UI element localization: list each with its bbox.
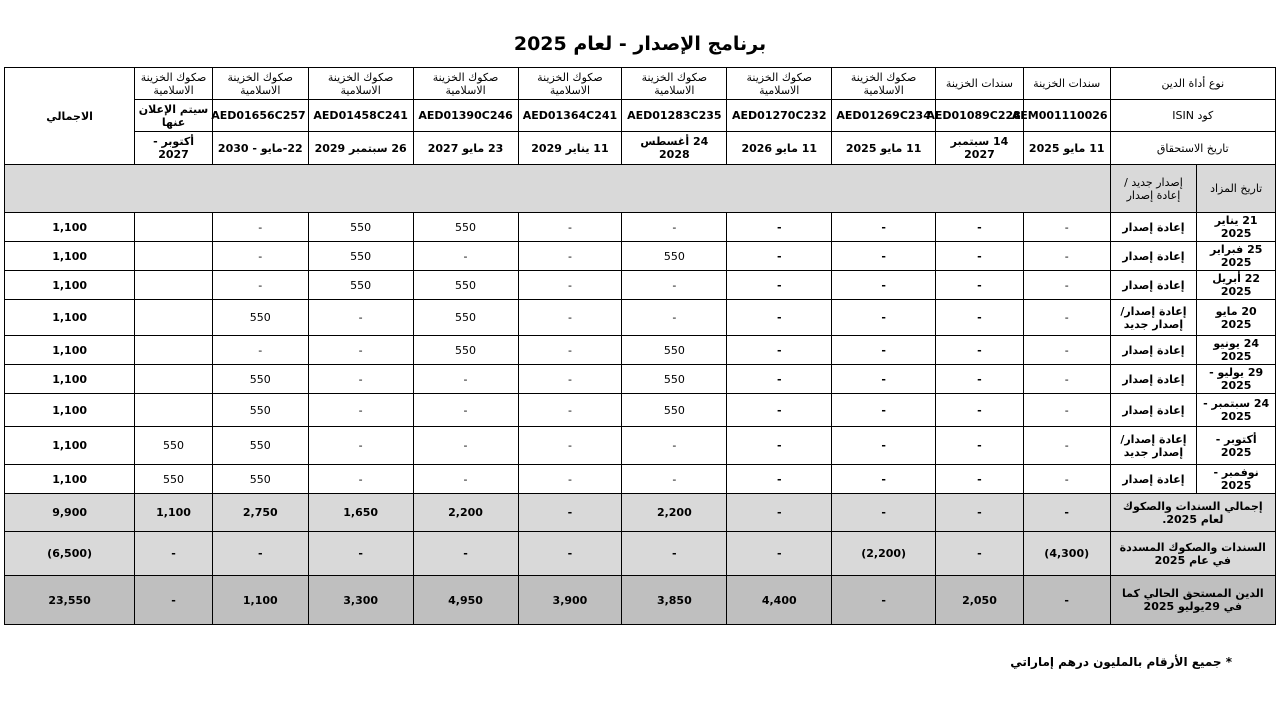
value-cell: - [212,336,308,365]
value-cell: - [622,427,727,465]
value-cell: 550 [413,271,518,300]
table-row [5,365,1276,394]
auction-date-cell: أكتوبر - 2025 [1197,427,1276,465]
summary-cell: - [135,532,213,576]
value-cell: - [832,365,936,394]
value-cell: - [727,394,832,427]
instrument-type-cell: صكوك الخزينة الاسلامية [308,68,413,100]
maturity-cell: 11 مايو 2025 [832,132,936,165]
value-cell: - [212,213,308,242]
value-cell: - [727,213,832,242]
summary-cell: (2,200) [832,532,936,576]
maturity-cell: 22-مايو - 2030 [212,132,308,165]
value-cell: - [1023,242,1110,271]
auction-date-cell: 25 فبراير 2025 [1197,242,1276,271]
summary-cell: - [518,494,622,532]
issue-type-cell: إعادة إصدار [1110,465,1197,494]
summary-cell: - [727,494,832,532]
value-cell: - [212,271,308,300]
instrument-type-row [5,68,1276,100]
issue-type-header: إصدار جديد / إعادة إصدار [1110,165,1197,213]
summary-cell: 2,200 [413,494,518,532]
value-cell: - [727,300,832,336]
instrument-type-cell: سندات الخزينة [936,68,1024,100]
table-row [5,242,1276,271]
auction-date-cell: 21 يناير 2025 [1197,213,1276,242]
value-cell: - [936,394,1024,427]
value-cell: - [936,242,1024,271]
isin-label: كود ISIN [1110,100,1275,132]
auction-header-fill [5,165,1111,213]
isin-cell: AED01458C241 [308,100,413,132]
summary-cell: 1,650 [308,494,413,532]
table-row [5,213,1276,242]
value-cell: - [518,427,622,465]
value-cell: 550 [308,213,413,242]
summary-cell: - [622,532,727,576]
value-cell: - [308,394,413,427]
value-cell: - [622,213,727,242]
value-cell: - [518,394,622,427]
summary-cell: (4,300) [1023,532,1110,576]
value-cell: - [518,242,622,271]
summary-label: السندات والصكوك المسددة في عام 2025 [1110,532,1275,576]
instrument-type-label: نوع أداة الدين [1110,68,1275,100]
value-cell: - [622,300,727,336]
maturity-row [5,132,1276,165]
summary-label: إجمالي السندات والصكوك لعام 2025. [1110,494,1275,532]
maturity-label: تاريخ الاستحقاق [1110,132,1275,165]
row-total-cell: 1,100 [5,427,135,465]
value-cell: - [936,300,1024,336]
value-cell: - [1023,336,1110,365]
value-cell: - [308,465,413,494]
value-cell: - [212,242,308,271]
value-cell: - [518,213,622,242]
isin-cell: AED01364C241 [518,100,622,132]
value-cell: - [727,427,832,465]
maturity-cell: 24 أغسطس 2028 [622,132,727,165]
value-cell: - [413,465,518,494]
value-cell: - [1023,427,1110,465]
auction-date-cell: نوفمبر - 2025 [1197,465,1276,494]
summary-cell: 1,100 [135,494,213,532]
value-cell: 550 [135,427,213,465]
value-cell: - [936,365,1024,394]
value-cell: 550 [413,300,518,336]
value-cell: - [413,394,518,427]
auction-date-cell: 20 مايو 2025 [1197,300,1276,336]
value-cell: - [1023,365,1110,394]
value-cell: 550 [413,213,518,242]
summary-cell: 4,950 [413,576,518,625]
value-cell: 550 [135,465,213,494]
maturity-cell: أكتوبر - 2027 [135,132,213,165]
value-cell: - [936,213,1024,242]
table-row [5,336,1276,365]
isin-cell: AEM001110026 [1023,100,1110,132]
value-cell: - [727,365,832,394]
summary-cell: - [936,494,1024,532]
maturity-cell: 11 مايو 2025 [1023,132,1110,165]
value-cell [135,300,213,336]
value-cell: - [936,271,1024,300]
value-cell: - [413,242,518,271]
issue-type-cell: إعادة إصدار [1110,336,1197,365]
maturity-cell: 26 سبتمبر 2029 [308,132,413,165]
value-cell: - [413,427,518,465]
summary-cell: - [308,532,413,576]
summary-cell: 3,300 [308,576,413,625]
value-cell: - [832,394,936,427]
value-cell: - [1023,271,1110,300]
summary-cell: 2,200 [622,494,727,532]
instrument-type-cell: صكوك الخزينة الاسلامية [832,68,936,100]
isin-cell: AED01089C228 [936,100,1024,132]
summary-total-row [5,494,1276,532]
summary-cell: 1,100 [212,576,308,625]
table-row [5,427,1276,465]
summary-cell: - [518,532,622,576]
issue-type-cell: إعادة إصدار/ إصدار جديد [1110,300,1197,336]
maturity-cell: 11 مايو 2026 [727,132,832,165]
value-cell: - [936,427,1024,465]
row-total-cell: 1,100 [5,336,135,365]
instrument-type-cell: صكوك الخزينة الاسلامية [413,68,518,100]
value-cell: - [832,271,936,300]
value-cell: - [727,271,832,300]
summary-cell: - [727,532,832,576]
value-cell: 550 [622,394,727,427]
value-cell: - [832,213,936,242]
value-cell: - [622,465,727,494]
value-cell: - [308,365,413,394]
maturity-cell: 14 سبتمبر 2027 [936,132,1024,165]
value-cell: 550 [413,336,518,365]
value-cell: 550 [212,365,308,394]
value-cell: 550 [212,300,308,336]
value-cell [135,213,213,242]
value-cell: 550 [308,271,413,300]
issue-type-cell: إعادة إصدار [1110,242,1197,271]
summary-cell: - [135,576,213,625]
value-cell: 550 [212,427,308,465]
value-cell: - [727,242,832,271]
value-cell: - [622,271,727,300]
value-cell: 550 [622,242,727,271]
row-total-cell: 1,100 [5,242,135,271]
summary-total-cell: 9,900 [5,494,135,532]
value-cell: 550 [622,336,727,365]
value-cell: - [832,300,936,336]
value-cell: - [308,336,413,365]
value-cell [135,242,213,271]
summary-total-cell: (6,500) [5,532,135,576]
value-cell: - [308,427,413,465]
instrument-type-cell: صكوك الخزينة الاسلامية [622,68,727,100]
table-row [5,465,1276,494]
isin-cell: AED01283C235 [622,100,727,132]
value-cell: - [518,336,622,365]
summary-cell: - [1023,494,1110,532]
value-cell: - [832,336,936,365]
value-cell [135,336,213,365]
summary-cell: - [832,576,936,625]
isin-cell: AED01656C257 [212,100,308,132]
maturity-cell: 11 يناير 2029 [518,132,622,165]
page-title: برنامج الإصدار - لعام 2025 [513,33,767,55]
value-cell: 550 [622,365,727,394]
instrument-type-cell: صكوك الخزينة الاسلامية [727,68,832,100]
summary-cell: - [413,532,518,576]
isin-cell: AED01270C232 [727,100,832,132]
table-row [5,300,1276,336]
auction-date-header: تاريخ المزاد [1197,165,1276,213]
table-row [5,271,1276,300]
instrument-type-cell: سندات الخزينة [1023,68,1110,100]
instrument-type-cell: صكوك الخزينة الاسلامية [135,68,213,100]
instrument-type-cell: صكوك الخزينة الاسلامية [518,68,622,100]
footnote: * جميع الأرقام بالمليون درهم إماراتي [1010,655,1232,669]
summary-label: الدين المستحق الحالي كما في 29يوليو 2025 [1110,576,1275,625]
value-cell: - [518,271,622,300]
value-cell: - [1023,465,1110,494]
value-cell: - [936,465,1024,494]
value-cell: - [832,242,936,271]
value-cell: 550 [212,465,308,494]
summary-repaid-row [5,532,1276,576]
table-row [5,394,1276,427]
value-cell [135,271,213,300]
value-cell: - [1023,213,1110,242]
total-column-header: الاجمالي [5,68,135,165]
issuance-schedule-table [4,67,1276,625]
value-cell: - [308,300,413,336]
row-total-cell: 1,100 [5,365,135,394]
value-cell: 550 [212,394,308,427]
summary-cell: 3,900 [518,576,622,625]
summary-cell: 2,750 [212,494,308,532]
summary-outstanding-row [5,576,1276,625]
value-cell: - [1023,394,1110,427]
summary-cell: 4,400 [727,576,832,625]
summary-cell: - [1023,576,1110,625]
isin-cell: AED01390C246 [413,100,518,132]
summary-cell: 3,850 [622,576,727,625]
row-total-cell: 1,100 [5,394,135,427]
row-total-cell: 1,100 [5,213,135,242]
maturity-cell: 23 مايو 2027 [413,132,518,165]
auction-date-cell: 24 سبتمبر - 2025 [1197,394,1276,427]
value-cell: - [936,336,1024,365]
value-cell: - [518,465,622,494]
auction-date-cell: 24 يونيو 2025 [1197,336,1276,365]
isin-row [5,100,1276,132]
summary-cell: - [212,532,308,576]
instrument-type-cell: صكوك الخزينة الاسلامية [212,68,308,100]
summary-total-cell: 23,550 [5,576,135,625]
row-total-cell: 1,100 [5,465,135,494]
summary-cell: 2,050 [936,576,1024,625]
value-cell: - [832,465,936,494]
value-cell [135,365,213,394]
value-cell: - [518,365,622,394]
value-cell: - [832,427,936,465]
row-total-cell: 1,100 [5,300,135,336]
row-total-cell: 1,100 [5,271,135,300]
issue-type-cell: إعادة إصدار/ إصدار جديد [1110,427,1197,465]
issue-type-cell: إعادة إصدار [1110,394,1197,427]
value-cell [135,394,213,427]
issue-type-cell: إعادة إصدار [1110,365,1197,394]
summary-cell: - [832,494,936,532]
isin-cell: سيتم الإعلان عنها [135,100,213,132]
issue-type-cell: إعادة إصدار [1110,213,1197,242]
value-cell: - [518,300,622,336]
value-cell: - [727,465,832,494]
value-cell: - [1023,300,1110,336]
value-cell: 550 [308,242,413,271]
value-cell: - [413,365,518,394]
issue-type-cell: إعادة إصدار [1110,271,1197,300]
value-cell: - [727,336,832,365]
auction-date-cell: 22 أبريل 2025 [1197,271,1276,300]
isin-cell: AED01269C234 [832,100,936,132]
summary-cell: - [936,532,1024,576]
auction-date-cell: 29 يوليو - 2025 [1197,365,1276,394]
auction-header-row [5,165,1276,213]
